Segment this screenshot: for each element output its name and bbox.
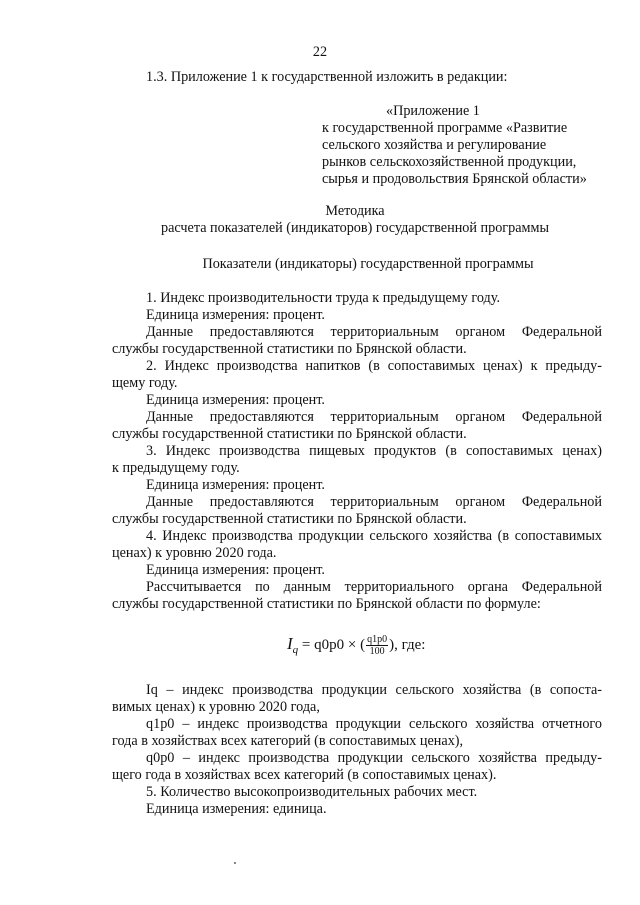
text-line: Рассчитывается по данным территориального органа Федеральной xyxy=(146,579,602,595)
annex-header-line: сельского хозяйства и регулирование xyxy=(322,137,547,153)
annex-header-line: «Приложение 1 xyxy=(386,103,480,119)
text-line: Iq – индекс производства продукции сельского хозяйства (в сопоста- xyxy=(146,682,602,698)
text-line: года в хозяйствах всех категорий (в сопоставимых ценах), xyxy=(112,733,464,749)
text-line: Единица измерения: процент. xyxy=(146,562,325,578)
text-line: службы государственной статистики по Брянской области. xyxy=(112,426,467,442)
formula-fraction-numerator: q1p0 xyxy=(367,634,388,646)
formula-lhs: I xyxy=(287,634,293,653)
annex-header-line: рынков сельскохозяйственной продукции, xyxy=(322,154,577,170)
text-line: Единица измерения: процент. xyxy=(146,477,325,493)
text-line: q0p0 – индекс производства продукции сельского хозяйства предыду- xyxy=(146,750,602,766)
text-line: Данные предоставляются территориальным органом Федеральной xyxy=(146,324,602,340)
text-line: 1. Индекс производительности труда к предыдущему году. xyxy=(146,290,500,306)
document-title: Методика xyxy=(325,203,385,219)
formula-tail: ), где: xyxy=(389,637,426,653)
text-line: к предыдущему году. xyxy=(112,460,240,476)
text-line: Единица измерения: процент. xyxy=(146,392,325,408)
annex-header-line: к государственной программе «Развитие xyxy=(322,120,568,136)
formula xyxy=(287,634,425,657)
page-number: 22 xyxy=(312,44,328,60)
text-line: 5. Количество высокопроизводительных рабочих мест. xyxy=(146,784,478,800)
text-line: службы государственной статистики по Брянской области. xyxy=(112,511,467,527)
body-text xyxy=(112,290,602,613)
section-title: Показатели (индикаторы) государственной программы xyxy=(202,256,534,272)
text-line: вимых ценах) к уровню 2020 года, xyxy=(112,699,320,715)
text-line: Данные предоставляются территориальным органом Федеральной xyxy=(146,409,602,425)
text-line: щего года в хозяйствах всех категорий (в сопоставимых ценах). xyxy=(112,767,497,783)
formula-fraction-denominator: 100 xyxy=(369,646,385,658)
body-text-continued xyxy=(112,682,602,818)
text-line: 4. Индекс производства продукции сельского хозяйства (в сопоставимых xyxy=(146,528,602,544)
annex-header-line: сырья и продовольствия Брянской области» xyxy=(322,171,587,187)
formula-equals: = q0p0 × ( xyxy=(298,637,366,653)
text-line: ценах) к уровню 2020 года. xyxy=(112,545,277,561)
scan-speck xyxy=(234,862,236,864)
text-line: службы государственной статистики по Брянской области по формуле: xyxy=(112,596,541,612)
text-line: Единица измерения: единица. xyxy=(146,801,327,817)
text-line: щему году. xyxy=(112,375,178,391)
formula-fraction xyxy=(366,634,388,657)
text-line: q1p0 – индекс производства продукции сельского хозяйства отчетного xyxy=(146,716,602,732)
text-line: Данные предоставляются территориальным органом Федеральной xyxy=(146,494,602,510)
document-subtitle: расчета показателей (индикаторов) государственной программы xyxy=(161,220,549,236)
intro-line: 1.3. Приложение 1 к государственной изложить в редакции: xyxy=(146,69,508,85)
text-line: Единица измерения: процент. xyxy=(146,307,325,323)
annex-header xyxy=(322,103,587,188)
text-line: службы государственной статистики по Брянской области. xyxy=(112,341,467,357)
text-line: 3. Индекс производства пищевых продуктов (в сопоставимых ценах) xyxy=(146,443,602,459)
formula-lhs-subscript: q xyxy=(292,644,299,656)
text-line: 2. Индекс производства напитков (в сопоставимых ценах) к предыду- xyxy=(146,358,602,374)
